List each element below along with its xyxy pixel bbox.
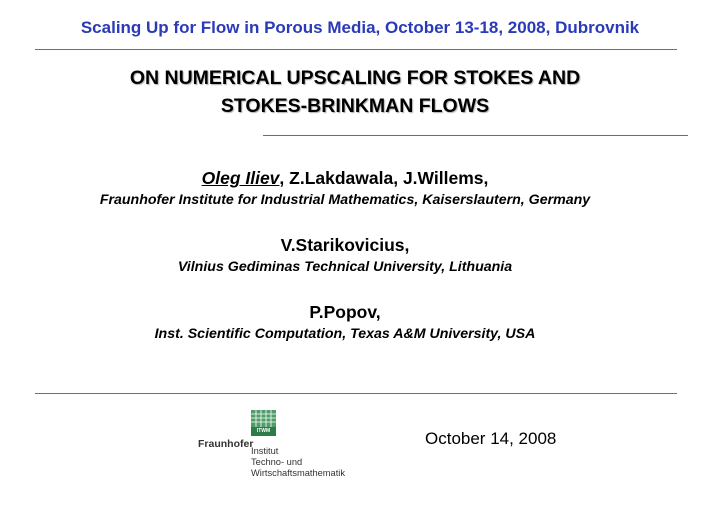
footer-divider: [35, 393, 677, 394]
affiliation-3: Inst. Scientific Computation, Texas A&M University, USA: [154, 326, 536, 342]
title-line-1: ON NUMERICAL UPSCALING FOR STOKES AND: [129, 67, 581, 89]
conference-header: Scaling Up for Flow in Porous Media, October 13-18, 2008, Dubrovnik: [80, 18, 640, 37]
author-names-1: [0, 168, 690, 189]
fraunhofer-wordmark: Fraunhofer: [198, 438, 254, 450]
title-line-2: STOKES-BRINKMAN FLOWS: [220, 95, 490, 117]
itwm-badge-text: ITWM: [256, 428, 271, 434]
header-divider: [35, 49, 677, 50]
institute-line-1: Institut: [251, 446, 279, 456]
institute-line-3: Wirtschaftsmathematik: [251, 467, 346, 478]
title-divider: [263, 135, 688, 136]
author-group-1: [0, 168, 690, 208]
author-name-2: V.Starikovicius,: [280, 235, 410, 255]
co-authors: , Z.Lakdawala, J.Willems,: [279, 168, 489, 188]
affiliation-1: Fraunhofer Institute for Industrial Mathematics, Kaiserslautern, Germany: [99, 192, 591, 208]
affiliation-2: Vilnius Gediminas Technical University, Lithuania: [177, 259, 513, 275]
presentation-date: October 14, 2008: [425, 429, 557, 448]
author-group-2: [0, 235, 690, 275]
lead-author: Oleg Iliev: [201, 168, 280, 188]
author-name-3: P.Popov,: [309, 302, 381, 322]
presentation-title: [0, 64, 710, 120]
institute-line-2: Techno- und: [251, 456, 303, 467]
institute-name: [251, 446, 345, 478]
author-group-3: [0, 302, 690, 342]
